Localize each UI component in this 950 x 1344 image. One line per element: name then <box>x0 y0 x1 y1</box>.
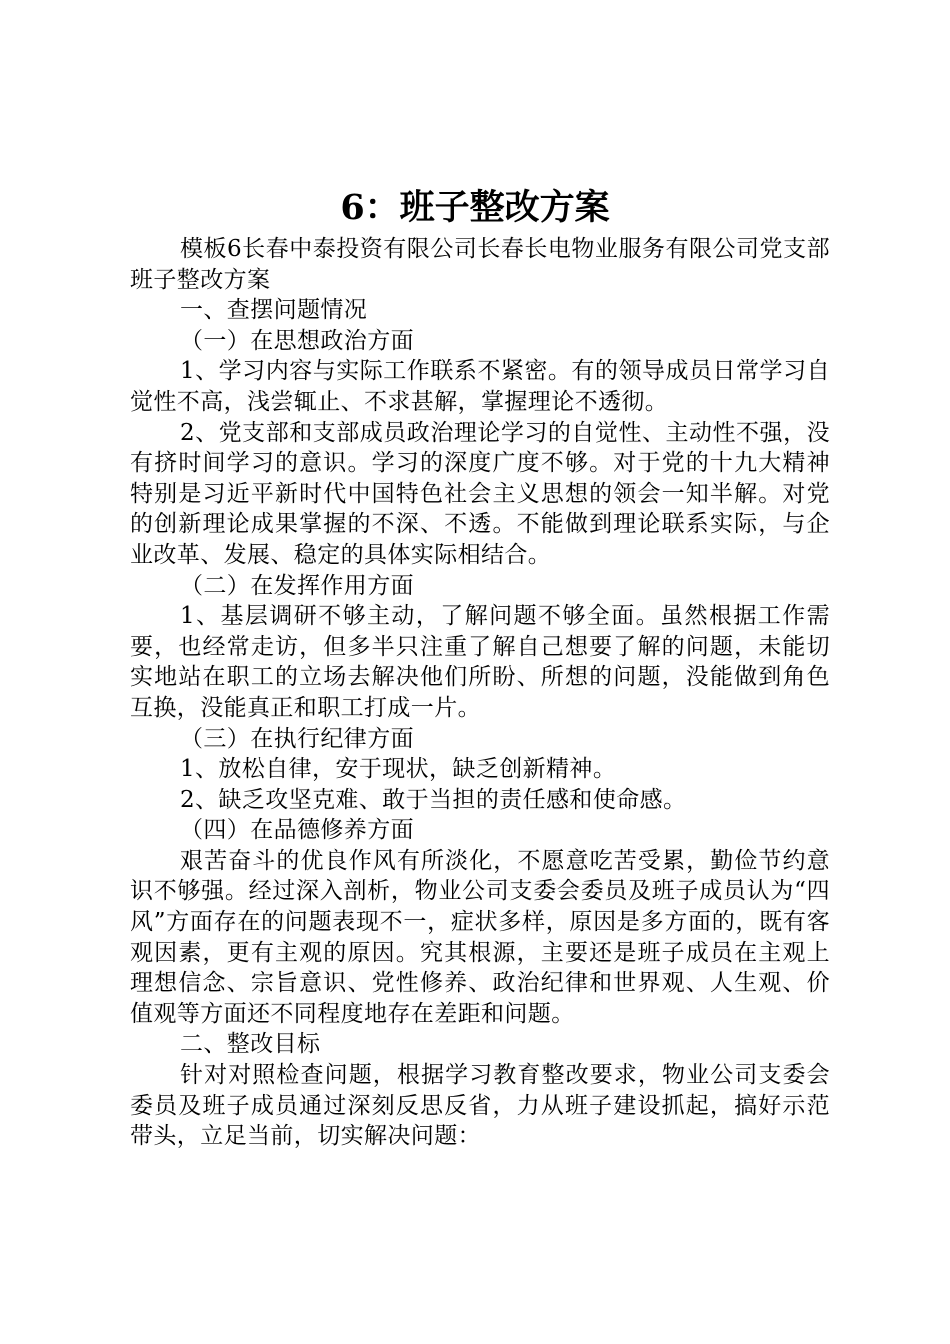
paragraph-politics-2: 2、党支部和支部成员政治理论学习的自觉性、主动性不强，没有挤时间学习的意识。学习的深度广度不够。对于党的十九大精神特别是习近平新时代中国特色社会主义思想的领会一知半解。对党的创新理论成果掌握的不深、不透。不能做到理论联系实际，与企业改革、发展、稳定的具体实际相结合。 <box>130 419 830 568</box>
subsection-heading-4: （四）在品德修养方面 <box>180 817 414 844</box>
paragraph-politics-1: 1、学习内容与实际工作联系不紧密。有的领导成员日常学习自觉性不高，浅尝辄止、不求甚解，掌握理论不透彻。 <box>130 358 830 415</box>
subsection-heading-2: （二）在发挥作用方面 <box>180 572 414 599</box>
section-heading-2: 二、整改目标 <box>180 1031 321 1058</box>
intro-paragraph: 模板6长春中泰投资有限公司长春长电物业服务有限公司党支部班子整改方案 <box>130 236 830 293</box>
subsection-heading-1: （一）在思想政治方面 <box>180 327 414 354</box>
paragraph-discipline-2: 2、缺乏攻坚克难、敢于当担的责任感和使命感。 <box>180 786 687 813</box>
subsection-heading-3: （三）在执行纪律方面 <box>180 725 414 752</box>
document-body <box>130 234 830 1152</box>
section-heading-1: 一、查摆问题情况 <box>180 297 368 324</box>
paragraph-role-1: 1、基层调研不够主动，了解问题不够全面。虽然根据工作需要，也经常走访，但多半只注重了解自己想要了解的问题，未能切实地站在职工的立场去解决他们所盼、所想的问题，没能做到角色互换，没能真正和职工打成一片。 <box>130 603 830 721</box>
document-title: 6：班子整改方案 <box>340 187 610 228</box>
paragraph-goals: 针对对照检查问题，根据学习教育整改要求，物业公司支委会委员及班子成员通过深刻反思反省，力从班子建设抓起，搞好示范带头，立足当前，切实解决问题： <box>130 1062 830 1150</box>
paragraph-discipline-1: 1、放松自律，安于现状，缺乏创新精神。 <box>180 756 617 783</box>
paragraph-morality: 艰苦奋斗的优良作风有所淡化，不愿意吃苦受累，勤俭节约意识不够强。经过深入剖析，物业公司支委会委员及班子成员认为“四风”方面存在的问题表现不一，症状多样，原因是多方面的，既有客观因素，更有主观的原因。究其根源，主要还是班子成员在主观上理想信念、宗旨意识、党性修养、政治纪律和世界观、人生观、价值观等方面还不同程度地存在差距和问题。 <box>130 847 830 1027</box>
